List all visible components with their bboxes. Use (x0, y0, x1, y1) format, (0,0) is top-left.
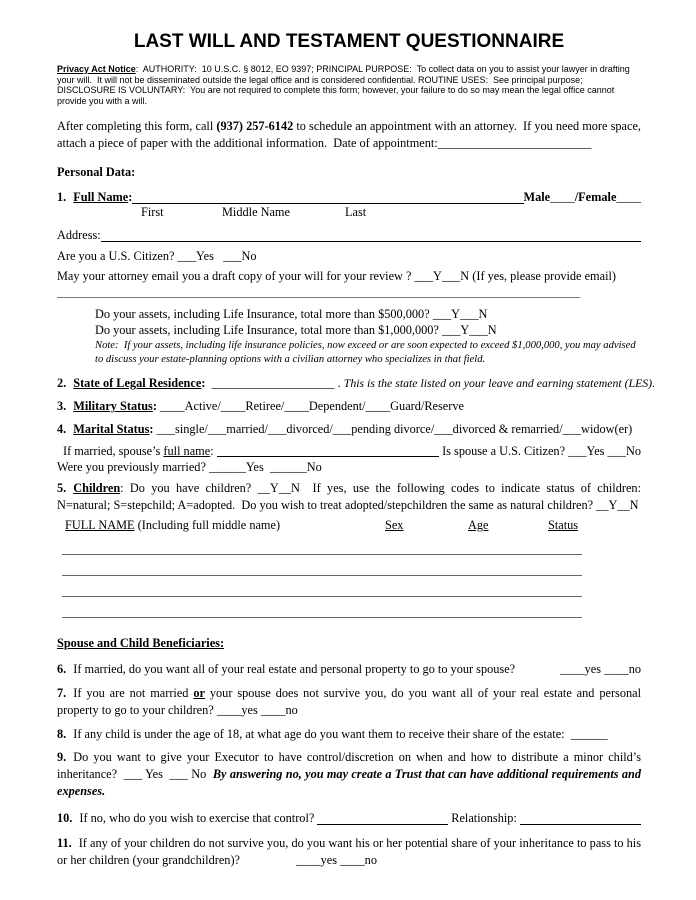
marital-status-options: ___single/___married/___divorced/___pending divorce/___divorced & remarried/___widow(er) (153, 422, 633, 437)
spouse-name-line (57, 443, 641, 459)
address-blank-line (101, 240, 641, 242)
question-10-number: 10. (57, 811, 73, 826)
legal-residence-sep: . (334, 376, 344, 391)
full-name-column-note: (Including full middle name) (134, 518, 281, 533)
middle-name-caption: Middle Name (222, 205, 290, 220)
question-6-text: If married, do you want all of your real estate and personal property to go to your spouse? (73, 662, 516, 677)
question-8-text: If any child is under the age of 18, at what age do you want them to receive their share of the estate: (73, 727, 565, 742)
question-11-answers: ____yes ____no (296, 853, 377, 868)
email-blank-line (57, 285, 580, 298)
address-label: Address: (57, 228, 101, 243)
relationship-label: Relationship: (448, 811, 520, 826)
spouse-name-blank-line (217, 455, 439, 457)
question-10-text: If no, who do you wish to exercise that control? (79, 811, 318, 826)
last-name-caption: Last (345, 205, 367, 220)
children-question-text: : Do you have children? __Y__N If yes, use the following codes to indicate status of children: N=natural; S=stepchild; A=adopted. Do you wish to treat adopted/stepchildren the same as natural children? __Y__N (57, 481, 641, 513)
question-2-legal-residence (57, 375, 656, 392)
male-label: Male (523, 190, 551, 205)
beneficiaries-heading: Spouse and Child Beneficiaries: (57, 636, 225, 651)
children-table-header (57, 517, 641, 534)
legal-residence-colon: : (201, 376, 206, 391)
full-name-sublabels (57, 206, 641, 221)
spouse-citizen-question: Is spouse a U.S. Citizen? ___Yes ___No (439, 444, 641, 459)
question-8-number: 8. (57, 727, 67, 742)
question-9-text: Do you want to give your Executor to have control/discretion on when and how to distribute a minor child’s inheritance? ___ Yes ___ No (57, 750, 641, 782)
question-9-warning: By answering no, you may create a Trust that can have additional requirements and expenses. (57, 767, 642, 799)
question-5-children (57, 480, 641, 514)
full-name-column-label: FULL NAME (65, 518, 135, 533)
spouse-full-name-label: full name (163, 444, 211, 459)
marital-status-label: Marital Status (73, 422, 150, 437)
question-10-blank-line (317, 823, 448, 825)
intro-text-pre: After completing this form, call (57, 119, 217, 134)
military-status-label: Military Status (73, 399, 153, 414)
question-6-number: 6. (57, 662, 67, 677)
question-9-number: 9. (57, 750, 67, 765)
question-11-number: 11. (57, 836, 72, 851)
address-line (57, 227, 641, 244)
question-4-number: 4. (57, 422, 67, 437)
phone-number: (937) 257-6142 (216, 119, 294, 134)
legal-residence-label: State of Legal Residence (73, 376, 202, 391)
full-name-label: Full Name (73, 190, 129, 205)
assets-500k-question: Do your assets, including Life Insurance, total more than $500,000? ___Y___N (95, 307, 488, 322)
spouse-pre-text: If married, spouse’s (63, 444, 164, 459)
question-3-military-status (57, 398, 641, 415)
question-10-control (57, 810, 641, 827)
question-6-spouse-property (57, 661, 641, 678)
question-6-body (57, 661, 515, 678)
question-7-text-post: your spouse does not survive you, do you want all of your real estate and personal property to go to your children? ____yes ____no (57, 686, 641, 718)
question-11-grandchildren (57, 835, 641, 869)
us-citizen-question: Are you a U.S. Citizen? ___Yes ___No (57, 249, 257, 264)
military-status-colon: : (152, 399, 157, 414)
intro-text-post: to schedule an appointment with an attorney. If you need more space, attach a piece of paper with the additional information. Date of appointment: (57, 119, 641, 151)
question-7-text-pre: If you are not married (73, 686, 194, 701)
children-row-line (62, 555, 582, 576)
privacy-notice-body: : AUTHORITY: 10 U.S.C. § 8012, EO 9397; PRINCIPAL PURPOSE: To collect data on you to assist your lawyer in drafting your will. It will not be disseminated outside the legal office and is considered confidential. ROUTINE USES: See principal purpose; DISCLOSURE IS VOLUNTARY: You are not required to complete this form; however, your failure to do so may mean the legal office cannot provide you with a will. (57, 64, 630, 106)
first-name-caption: First (141, 205, 164, 220)
page-title: LAST WILL AND TESTAMENT QUESTIONNAIRE (133, 31, 565, 52)
marital-status-colon: : (149, 422, 154, 437)
question-6-answers: ____yes ____no (560, 662, 641, 677)
question-7-children-property (57, 685, 641, 719)
column-sex: Sex (385, 518, 404, 533)
children-table-rows (57, 534, 641, 618)
question-4-marital-status (57, 421, 641, 438)
military-status-options: ____Active/____Retiree/____Dependent/____Guard/Reserve (156, 399, 464, 414)
question-1-number: 1. (57, 190, 67, 205)
legal-residence-blank: ____________________ (205, 376, 335, 391)
question-2-number: 2. (57, 376, 67, 391)
children-label: Children (73, 481, 121, 496)
male-blank: ____ (550, 190, 575, 205)
question-5-number: 5. (57, 481, 67, 496)
column-full-name (65, 517, 280, 534)
privacy-notice-label: Privacy Act Notice (57, 64, 136, 74)
attorney-email-question: May your attorney email you a draft copy of your will for your review ? ___Y___N (If yes, please provide email) (57, 269, 616, 284)
question-8-blank: ______ (564, 727, 608, 742)
question-9-executor-discretion (57, 749, 641, 800)
previously-married-question: Were you previously married? ______Yes ______No (57, 460, 322, 475)
privacy-act-notice (57, 64, 641, 106)
assets-note: Note: If your assets, including life insurance policies, now exceed or are soon expected to exceed $1,000,000, you may advised to discuss your estate-planning options with a civilian attorney who specializes in that field. (95, 340, 636, 365)
question-3-number: 3. (57, 399, 67, 414)
intro-paragraph (57, 118, 641, 152)
full-name-blank-line (132, 202, 523, 204)
question-7-or: or (193, 686, 205, 701)
question-11-text: If any of your children do not survive you, do you want his or her potential share of your inheritance to pass to his or her children (your grandchildren)? (57, 836, 641, 868)
children-row-line (62, 597, 582, 618)
children-row-line (62, 534, 582, 555)
relationship-blank-line (520, 823, 641, 825)
question-7-number: 7. (57, 686, 67, 701)
column-status: Status (548, 518, 579, 533)
question-10-body (57, 810, 317, 827)
assets-1m-question: Do your assets, including Life Insurance, total more than $1,000,000? ___Y___N (95, 323, 497, 338)
date-of-appointment-blank: _________________________ (437, 136, 592, 151)
full-name-colon: : (128, 190, 133, 205)
children-row-line (62, 576, 582, 597)
personal-data-heading: Personal Data: (57, 165, 136, 180)
column-age: Age (468, 518, 489, 533)
female-label: /Female (574, 190, 617, 205)
female-blank: ____ (616, 190, 641, 205)
legal-residence-note: This is the state listed on your leave and earning statement (LES). (343, 376, 656, 391)
spouse-name-colon: : (210, 444, 217, 459)
question-8-minor-age (57, 726, 641, 743)
